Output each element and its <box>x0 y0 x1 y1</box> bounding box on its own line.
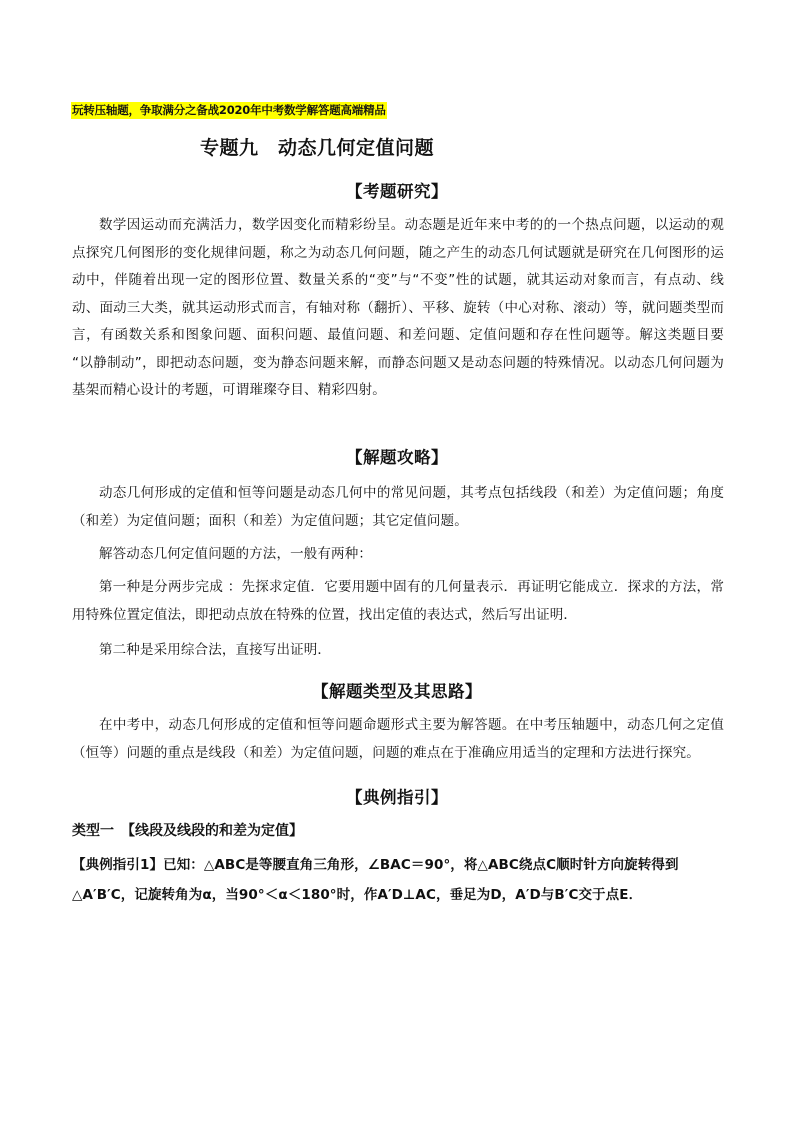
types-paragraph: 在中考中，动态几何形成的定值和恒等问题命题形式主要为解答题。在中考压轴题中，动态几何之定值（恒等）问题的重点是线段（和差）为定值问题，问题的难点在于准确应用适当的定理和方法进行探究。 <box>72 717 724 761</box>
example-1-text: 【典例指引1】已知：△ABC是等腰直角三角形，∠BAC＝90°，将△ABC绕点C顺时针方向旋转得到△A′B′C，记旋转角为α，当90°＜α＜180°时，作A′D⊥AC，垂足为D，A′D与B′C交于点E． <box>72 857 679 903</box>
section-heading-examples: 【典例指引】 <box>346 788 448 807</box>
type-one-heading: 类型一 【线段及线段的和差为定值】 <box>72 823 303 839</box>
page-title: 专题九 动态几何定值问题 <box>200 137 435 159</box>
strategy-paragraph-2: 解答动态几何定值问题的方法，一般有两种： <box>99 546 372 562</box>
strategy-paragraph-3: 第一种是分两步完成 ：先探求定值．它要用题中固有的几何量表示．再证明它能成立．探求的方法，常用特殊位置定值法，即把动点放在特殊的位置，找出定值的表达式，然后写出证明． <box>72 579 724 623</box>
research-paragraph: 数学因运动而充满活力，数学因变化而精彩纷呈。动态题是近年来中考的的一个热点问题，以运动的观点探究几何图形的变化规律问题，称之为动态几何问题，随之产生的动态几何试题就是研究在几何图形的运动中，伴随着出现一定的图形位置、数量关系的“变”与“不变”性的试题，就其运动对象而言，有点动、线动、面动三大类，就其运动形式而言，有轴对称（翻折）、平移、旋转（中心对称、滚动）等，就问题类型而言，有函数关系和图象问题、面积问题、最值问题、和差问题、定值问题和存在性问题等。解这类题目要 “以静制动”，即把动态问题，变为静态问题来解，而静态问题又是动态问题的特殊情况。以动态几何问题为基架而精心设计的考题，可谓璀璨夺目、精彩四射。 <box>72 217 724 398</box>
section-heading-research: 【考题研究】 <box>346 182 448 201</box>
section-heading-types: 【解题类型及其思路】 <box>312 682 482 701</box>
strategy-paragraph-1: 动态几何形成的定值和恒等问题是动态几何中的常见问题，其考点包括线段（和差）为定值问题；角度（和差）为定值问题；面积（和差）为定值问题；其它定值问题。 <box>72 485 724 529</box>
strategy-paragraph-4: 第二种是采用综合法，直接写出证明． <box>99 642 332 658</box>
series-banner: 玩转压轴题，争取满分之备战2020年中考数学解答题高端精品 <box>72 103 386 117</box>
section-heading-strategy: 【解题攻略】 <box>346 448 448 467</box>
